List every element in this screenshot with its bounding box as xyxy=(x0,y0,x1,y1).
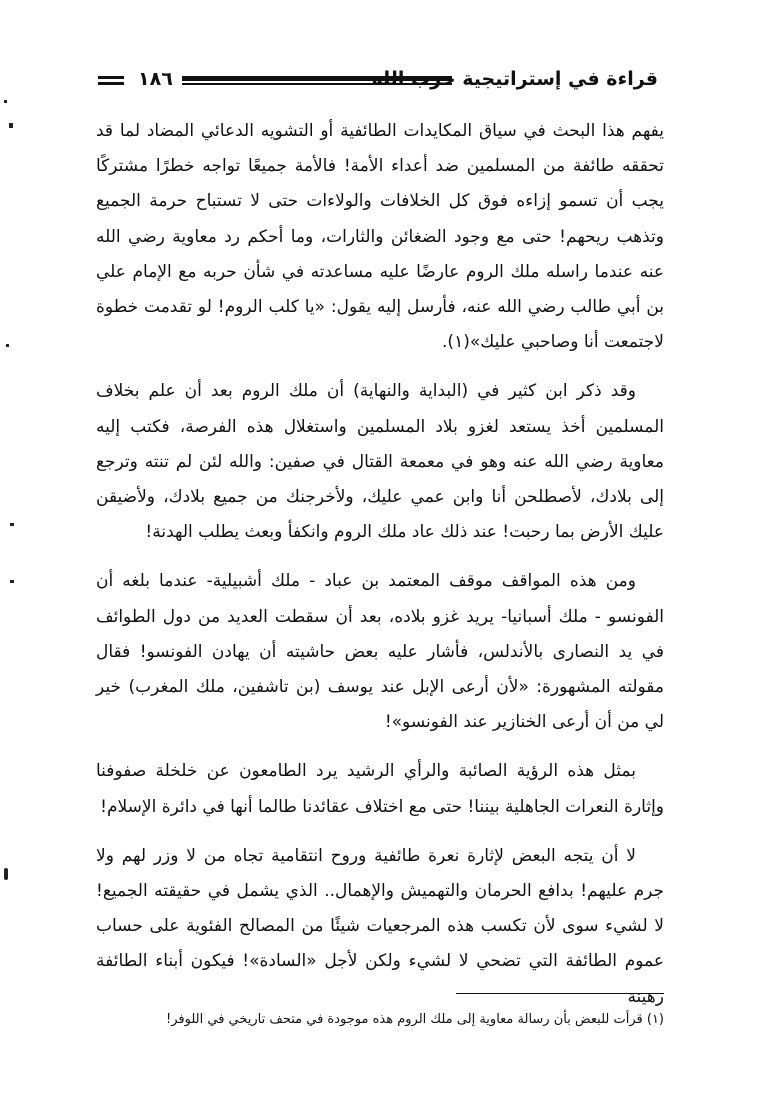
footnote: (١) قرأت للبعض بأن رسالة معاوية إلى ملك الروم هذه موجودة في متحف تاريخي في اللوفر! xyxy=(166,1012,664,1027)
paragraph: بمثل هذه الرؤية الصائبة والرأي الرشيد يرد الطامعون عن خلخلة صفوفنا وإثارة النعرات الجاهلية بيننا! حتى مع اختلاف عقائدنا طالما أنها في دائرة الإسلام! xyxy=(96,761,664,817)
footnote-separator xyxy=(456,993,664,994)
page-number: ١٨٦ xyxy=(138,68,173,90)
scan-mark xyxy=(10,523,14,526)
scan-mark xyxy=(10,580,14,583)
paragraph: لا أن يتجه البعض لإثارة نعرة طائفية وروح انتقامية تجاه من لا وزر لهم ولا جرم عليهم! بدافع الحرمان والتهميش والإهمال.. الذي يشمل في حقيقته الجميع! لا لشيء سوى لأن تكسب هذه المرجعيات شيئًا من المصالح الفئوية على حساب عموم الطائفة التي تضحي لا لشيء ولكن لأجل «السادة»! فيكون أبناء الطائفة رهينة xyxy=(96,845,664,1007)
body-text xyxy=(96,114,664,1015)
scan-mark xyxy=(9,123,13,128)
scan-mark xyxy=(4,868,8,880)
header-ornament xyxy=(98,76,124,85)
header-rule xyxy=(182,76,452,85)
scan-mark xyxy=(4,100,7,103)
scan-mark xyxy=(6,344,9,347)
paragraph: يفهم هذا البحث في سياق المكايدات الطائفية أو التشويه الدعائي المضاد لما قد تحققه طائفة من المسلمين ضد أعداء الأمة! فالأمة جميعًا تواجه خطرًا مشتركًا يجب أن تسمو إزاءه فوق كل الخلافات والولاءات حتى لا تستباح حرمة الجميع وتذهب ريحهم! حتى مع وجود الضغائن والثارات، وما أحكم رد معاوية رضي الله عنه عندما راسله ملك الروم عارضًا عليه مساعدته في شأن حربه مع الإمام علي بن أبي طالب رضي الله عنه، فأرسل إليه يقول: «يا كلب الروم! لو تقدمت خطوة لاجتمعت أنا وصاحبي عليك»(١). xyxy=(96,121,664,353)
page-header xyxy=(98,66,658,100)
paragraph: ومن هذه المواقف موقف المعتمد بن عباد - ملك أشبيلية- عندما بلغه أن الفونسو - ملك أسبانيا- يريد غزو بلاده، بعد أن سقطت العديد من دول الطوائف في يد النصارى بالأندلس، فأشار عليه بعض حاشيته أن يهادن الفونسو! فقال مقولته المشهورة: «لأن أرعى الإبل عند يوسف (بن تاشفين، ملك المغرب) خير لي من أن أرعى الخنازير عند الفونسو»! xyxy=(96,571,664,733)
paragraph: وقد ذكر ابن كثير في (البداية والنهاية) أن ملك الروم بعد أن علم بخلاف المسلمين أخذ يستعد لغزو بلاد المسلمين واستغلال هذه الفرصة، فكتب إليه معاوية رضي الله عنه وهو في معمعة القتال في صفين: والله لئن لم تنته وترجع إلى بلادك، لأصطلحن أنا وابن عمي عليك، ولأخرجنك من جميع بلادك، ولأضيقن عليك الأرض بما رحبت! عند ذلك عاد ملك الروم وانكفأ وبعث يطلب الهدنة! xyxy=(96,381,664,543)
running-title: قراءة في إستراتيجية حزب الله xyxy=(371,68,658,90)
